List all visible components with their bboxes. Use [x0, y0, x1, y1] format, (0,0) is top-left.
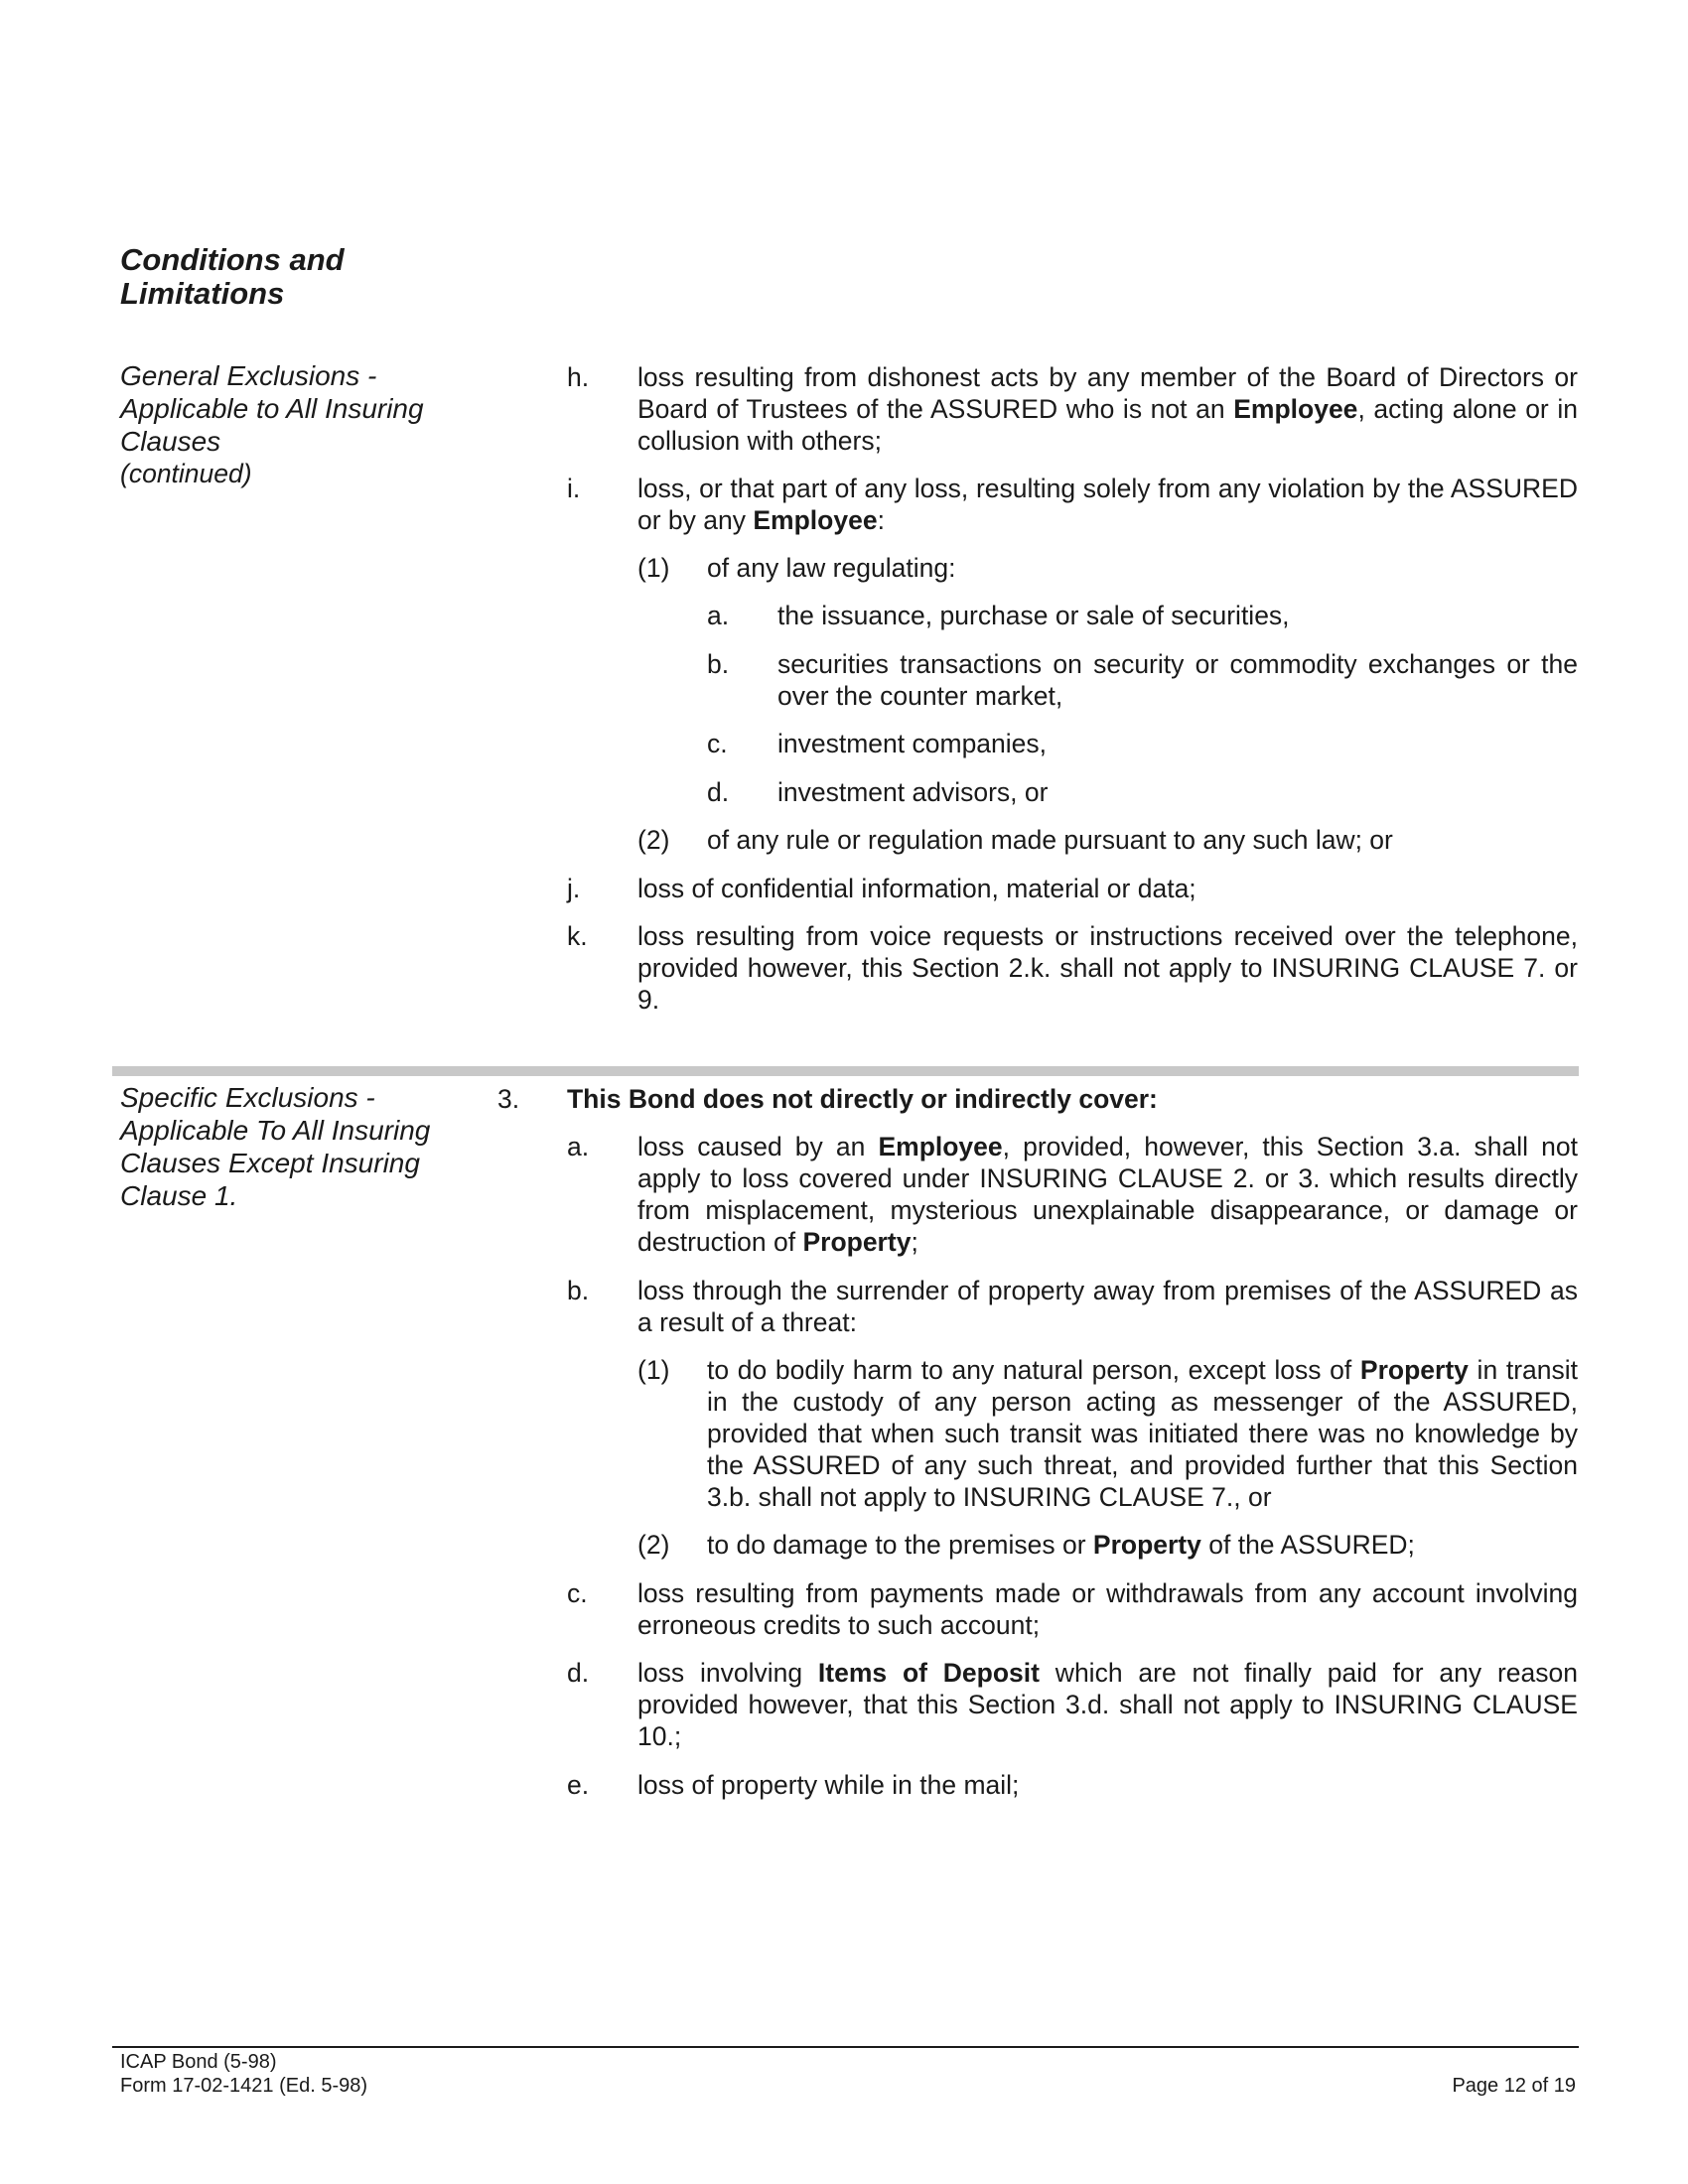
- item-c-label: c.: [567, 1578, 588, 1608]
- item-k-label: k.: [567, 921, 588, 951]
- item-i-1-a-text: the issuance, purchase or sale of securities,: [777, 601, 1290, 630]
- item-i-1-a-label: a.: [707, 601, 730, 630]
- term-property: Property: [1359, 1355, 1469, 1385]
- term-property: Property: [1092, 1530, 1201, 1560]
- item-c-text: loss resulting from payments made or withdrawals from any account involving erroneous credits to such account;: [637, 1578, 1578, 1640]
- item-b-2-label: (2): [637, 1530, 670, 1560]
- item-h-text: loss resulting from dishonest acts by any member of the Board of Directors or Board of Trustees of the ASSURED who is not an Employee, acting alone or in collusion with others;: [637, 362, 1578, 456]
- item-e-label: e.: [567, 1770, 590, 1800]
- item-i-1-d-text: investment advisors, or: [777, 777, 1049, 807]
- footer-form-info: [120, 2050, 367, 2098]
- general-exclusions-heading: General Exclusions - Applicable to All Insuring Clauses (continued): [120, 360, 424, 488]
- item-b-1-text: to do bodily harm to any natural person, except loss of Property in transit in the custody of any person acting as messenger of the ASSURED, provided that when such transit was initiated there was no knowledge by the ASSURED of any such threat, and provided further that this Section 3.b. shall not apply to INSURING CLAUSE 7., or: [707, 1355, 1578, 1512]
- page-title-line1: Conditions and: [120, 242, 345, 277]
- item-e-text: loss of property while in the mail;: [637, 1770, 1020, 1800]
- item-i-label: i.: [567, 474, 581, 503]
- item-d-label: d.: [567, 1658, 590, 1688]
- term-items-of-deposit: Items of Deposit: [817, 1658, 1040, 1688]
- item-j-label: j.: [567, 874, 581, 903]
- item-i-1-b-text: securities transactions on security or commodity exchanges or the over the counter market,: [777, 649, 1578, 711]
- item-i-1-c-label: c.: [707, 729, 728, 758]
- item-d-text: loss involving Items of Deposit which are not finally paid for any reason provided however, that this Section 3.d. shall not apply to INSURING CLAUSE 10.;: [637, 1658, 1579, 1751]
- term-property: Property: [802, 1227, 912, 1257]
- page-title-line2: Limitations: [120, 276, 285, 311]
- item-h-label: h.: [567, 362, 590, 392]
- footer-line2: Form 17-02-1421 (Ed. 5-98): [120, 2075, 368, 2097]
- item-i-1-label: (1): [637, 553, 670, 583]
- section-heading: This Bond does not directly or indirectly cover:: [567, 1084, 1158, 1114]
- section-number: 3.: [497, 1084, 520, 1114]
- item-a-label: a.: [567, 1132, 590, 1161]
- item-b-2-text: to do damage to the premises or Property of the ASSURED;: [707, 1530, 1415, 1560]
- footer-rule: [112, 2046, 1579, 2048]
- item-b-1-label: (1): [637, 1355, 670, 1385]
- specific-exclusions-heading: Specific Exclusions - Applicable To All Insuring Clauses Except Insuring Clause 1.: [120, 1082, 431, 1211]
- item-i-1-b-label: b.: [707, 649, 730, 679]
- item-b-text: loss through the surrender of property away from premises of the ASSURED as a result of a threat:: [637, 1276, 1578, 1337]
- item-i-1-c-text: investment companies,: [777, 729, 1048, 758]
- item-i-text: loss, or that part of any loss, resulting solely from any violation by the ASSURED or by any Employee:: [637, 474, 1578, 535]
- item-i-1-text: of any law regulating:: [707, 553, 956, 583]
- item-a-text: loss caused by an Employee, provided, however, this Section 3.a. shall not apply to loss covered under INSURING CLAUSE 2. or 3. which results directly from misplacement, mysterious unexplainable disappearance, or damage or destruction of Property;: [637, 1132, 1578, 1257]
- page-title: [120, 243, 345, 311]
- continued-note: (continued): [120, 459, 252, 488]
- item-i-2-text: of any rule or regulation made pursuant to any such law; or: [707, 825, 1393, 855]
- term-employee: Employee: [878, 1132, 1003, 1161]
- item-i-2-label: (2): [637, 825, 670, 855]
- item-k-text: loss resulting from voice requests or instructions received over the telephone, provided however, this Section 2.k. shall not apply to INSURING CLAUSE 7. or 9.: [637, 921, 1578, 1015]
- item-b-label: b.: [567, 1276, 590, 1305]
- section-divider: [112, 1066, 1579, 1076]
- page-number: Page 12 of 19: [1452, 2075, 1576, 2097]
- term-employee: Employee: [753, 505, 878, 535]
- footer-line1: ICAP Bond (5-98): [120, 2051, 277, 2073]
- item-j-text: loss of confidential information, material or data;: [637, 874, 1196, 903]
- term-employee: Employee: [1233, 394, 1358, 424]
- item-i-1-d-label: d.: [707, 777, 730, 807]
